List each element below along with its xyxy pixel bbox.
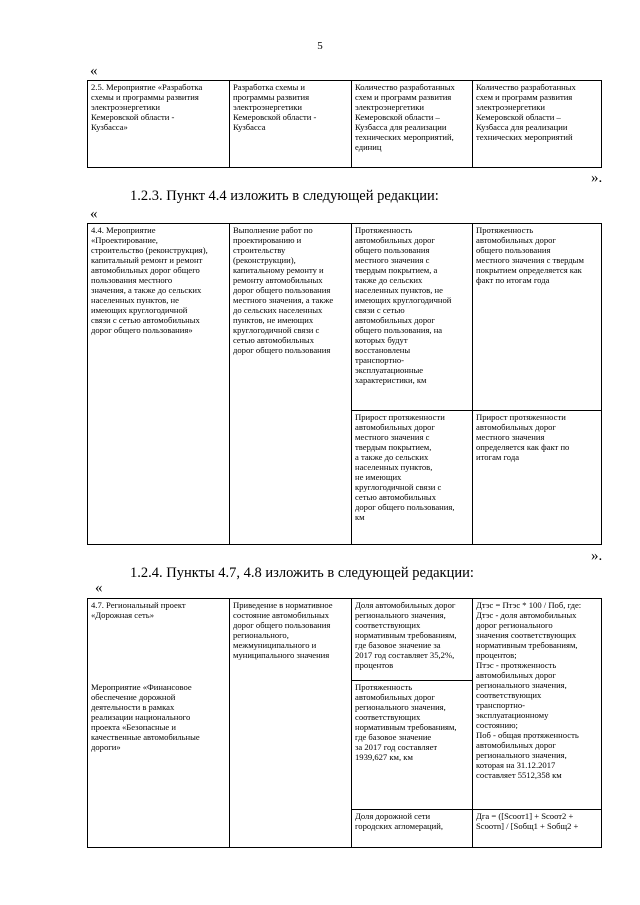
text-line: Количество разработанных [355,82,455,92]
text-line: км [355,512,365,522]
text-line: эксплуатационному [476,710,549,720]
text-line: Дтэс - доля автомобильных [476,610,577,620]
table-cell [230,81,352,168]
text-line: схем и программ развития [355,92,452,102]
text-line: также до сельских [355,275,423,285]
text-line: местного значения с [355,432,430,442]
text-line: автомобильных дорог [355,422,435,432]
text-line: Кемеровской области - [233,112,317,122]
text-line: нормативным требованиям, [355,722,457,732]
text-line: автомобильных дорог [476,740,556,750]
table-item-2-5 [87,80,602,168]
text-line: программы развития [233,92,310,102]
text-line: местного значения [476,432,545,442]
text-line: Дга = ([Scoот1] + Scoот2 + [476,811,574,821]
text-line: 2.5. Мероприятие «Разработка [91,82,203,92]
text-line: пунктов, не имеющих [233,315,314,325]
text-line: автомобильных дорог [476,422,556,432]
text-line: восстановлены [355,345,411,355]
text-line: значения соответствующих [476,630,577,640]
text-line: сетью автомобильных [233,335,314,345]
table-cell [473,81,602,168]
text-line: состоянию; [476,720,518,730]
section-heading-1-2-4: 1.2.4. Пункты 4.7, 4.8 изложить в следующей редакции: [130,565,474,581]
text-line: где базовое значение за [355,640,441,650]
table-cell [473,411,602,545]
text-line: электроэнергетики [91,102,161,112]
text-line: ремонту автомобильных [233,275,323,285]
text-line: Мероприятие «Финансовое [91,681,192,692]
text-line: регионального значения, [355,702,446,712]
open-quote: « [95,580,103,596]
table-row [88,224,602,411]
text-line: пользования местного [91,275,173,285]
page-number: 5 [317,40,323,52]
text-line: «Дорожная сеть» [91,610,154,620]
text-line: факт по итогам года [476,275,550,285]
text-line: связи с сетью автомобильных [91,315,200,325]
text-line: технических мероприятий, [355,132,454,142]
text-line: общего пользования [476,245,551,255]
text-line: Протяженность [355,682,413,692]
text-line: регионального, [233,630,289,640]
text-line: электроэнергетики [476,102,546,112]
text-line: а также до сельских [355,452,429,462]
text-line: местного значения с твердым [476,255,584,265]
text-line: населенных пунктов, [355,462,433,472]
text-line: Кузбасса для реализации [355,122,447,132]
close-quote: ». [591,548,603,564]
text-line: дорог общего пользования [233,345,331,355]
text-line: связи с сетью [355,305,405,315]
text-line: определяется как факт по [476,442,570,452]
text-line: автомобильных дорог [476,670,556,680]
text-line: которая на 31.12.2017 [476,760,556,770]
text-line: общего пользования [355,245,430,255]
text-line: соответствующих [355,712,421,722]
text-line: Кузбасса [233,122,266,132]
text-line: эксплуатационные [355,365,424,375]
text-line: местного значения с [355,255,430,265]
text-line: Кемеровской области - [91,112,175,122]
text-line: деятельности в рамках [91,701,175,712]
text-line: Разработка схемы и [233,82,305,92]
text-line: Scoотn] / [Sобщ1 + Sобщ2 + [476,821,579,831]
table-item-4-4 [87,223,602,545]
text-line: Кемеровской области – [355,112,440,122]
table-cell [88,224,230,545]
text-line: характеристики, км [355,375,427,385]
text-line: Выполнение работ по [233,225,313,235]
text-line: которых будут [355,335,408,345]
text-line: межмуниципального и [233,640,317,650]
text-line: Приведение в нормативное [233,600,333,610]
table-row [88,81,602,168]
text-line: состояние автомобильных [233,610,330,620]
text-line: населенных пунктов, не [355,285,443,295]
text-line: круглогодичной связи с [355,482,442,492]
text-line: имеющих круглогодичной [355,295,452,305]
text-line: где базовое значение [355,732,432,742]
text-line: регионального значения, [476,750,567,760]
table-cell [88,599,230,681]
text-line: строительству [233,245,286,255]
text-line: дорог общего пользования, [355,502,455,512]
text-line: электроэнергетики [233,102,303,112]
text-line: населенных пунктов, не [91,295,179,305]
table-cell [352,81,473,168]
text-line: твердым покрытием, [355,442,432,452]
text-line: Кузбасса для реализации [476,122,568,132]
text-line: автомобильных дорог [355,692,435,702]
table-cell [473,224,602,411]
text-line: электроэнергетики [355,102,425,112]
text-line: дорог общего пользования» [91,325,193,335]
text-line: проектированию и [233,235,302,245]
text-line: регионального значения, [476,680,567,690]
text-line: городских агломераций, [355,821,443,831]
text-line: Доля дорожной сети [355,811,431,821]
text-line: процентов [355,660,394,670]
text-line: качественные автомобильные [91,731,200,742]
text-line: дорог общего пользования [233,620,331,630]
table-cell [473,599,602,810]
section-heading-1-2-3: 1.2.3. Пункт 4.4 изложить в следующей редакции: [130,188,439,204]
text-line: Птэс - протяженность [476,660,557,670]
open-quote: « [90,206,98,222]
text-line: 1939,627 км, км [355,752,413,762]
text-line: Поб - общая протяженность [476,730,579,740]
text-line: Протяженность [355,225,413,235]
text-line: капитальный ремонт и ремонт [91,255,203,265]
text-line: муниципального значения [233,650,330,660]
text-line: Дтэс = Птэс * 100 / Поб, где: [476,600,582,610]
text-line: 4.4. Мероприятие [91,225,156,235]
text-line: автомобильных дорог [355,315,435,325]
text-line: транспортно- [476,700,525,710]
table-cell [352,599,473,681]
table-cell [352,411,473,545]
table-cell [88,81,230,168]
text-line: «Проектирование, [91,235,158,245]
text-line: твердым покрытием, а [355,265,438,275]
text-line: до сельских населенных [233,305,323,315]
close-quote: ». [591,170,603,186]
text-line: капитальному ремонту и [233,265,324,275]
text-line: дорог общего пользования [233,285,331,295]
table-cell [88,681,230,848]
text-line: технических мероприятий [476,132,573,142]
table-item-4-7 [87,598,602,848]
text-line: итогам года [476,452,520,462]
text-line: общего пользования, на [355,325,443,335]
text-line: строительство (реконструкция), [91,245,208,255]
table-cell [473,810,602,848]
text-line: сетью автомобильных [355,492,436,502]
text-line: значения, а также до сельских [91,285,202,295]
text-line: Доля автомобильных дорог [355,600,456,610]
text-line: круглогодичной связи с [233,325,320,335]
text-line: нормативным требованиям, [476,640,578,650]
text-line: нормативным требованиям, [355,630,457,640]
table-row [88,599,602,681]
text-line: соответствующих [476,690,542,700]
text-line: 4.7. Региональный проект [91,600,186,610]
text-line: регионального значения, [355,610,446,620]
text-line: покрытием определяется как [476,265,582,275]
table-cell [230,224,352,545]
table-cell [352,681,473,810]
text-line: Прирост протяженности [355,412,445,422]
text-line: автомобильных дорог [476,235,556,245]
text-line: схем и программ развития [476,92,573,102]
text-line: имеющих круглогодичной [91,305,188,315]
text-line: за 2017 год составляет [355,742,438,752]
text-line: автомобильных дорог [355,235,435,245]
text-line: обеспечение дорожной [91,691,176,702]
text-line: Кузбасса» [91,122,128,132]
text-line: 2017 год составляет 35,2%, [355,650,455,660]
text-line: автомобильных дорог общего [91,265,200,275]
open-quote: « [90,63,98,79]
text-line: процентов; [476,650,517,660]
text-line: транспортно- [355,355,404,365]
text-line: (реконструкции), [233,255,296,265]
text-line: схемы и программы развития [91,92,199,102]
text-line: не имеющих [355,472,402,482]
text-line: единиц [355,142,382,152]
text-line: дороги» [91,741,121,752]
text-line: Количество разработанных [476,82,576,92]
table-cell [352,810,473,848]
text-line: Прирост протяженности [476,412,566,422]
text-line: Кемеровской области – [476,112,561,122]
text-line: Протяженность [476,225,534,235]
text-line: дорог регионального [476,620,553,630]
table-cell [352,224,473,411]
text-line: реализации национального [91,711,191,722]
text-line: составляет 5512,358 км [476,770,562,780]
text-line: соответствующих [355,620,421,630]
table-cell [230,599,352,848]
text-line: местного значения, а также [233,295,334,305]
text-line: проекта «Безопасные и [91,721,176,732]
